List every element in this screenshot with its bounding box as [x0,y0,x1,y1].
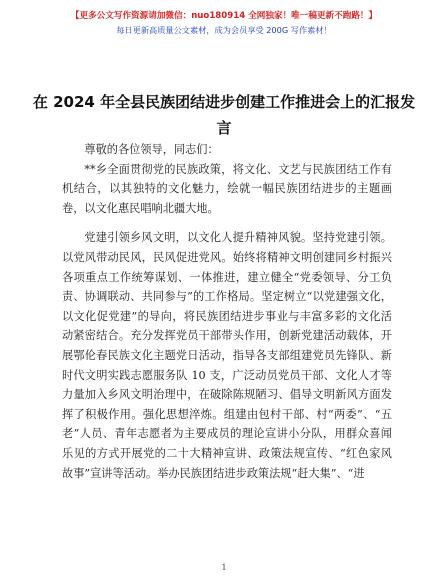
promo-banner-line-2: 每日更新高质量公文素材，成为会员享受 200G 写作素材！ [116,25,332,35]
salutation: 尊敬的各位领导，同志们： [84,143,219,156]
promo-banner [0,9,448,37]
body-paragraph: **乡全面贯彻党的民族政策，将文化、文艺与民族团结工作有机结合，以其独特的文化魅力，绘就一幅民族团结进步的主题画卷，以文化惠民唱响北疆大地。 [62,162,392,215]
promo-banner-line-1: 【更多公文写作资源请加微信：nuo180914 全网独家！唯一稿更新不跑路！】 [70,11,378,21]
document-body [62,140,392,493]
page-number: 1 [221,563,227,572]
document-title: 在 2024 年全县民族团结进步创建工作推进会上的汇报发言 [32,93,416,137]
body-paragraph: 党建引领乡风文明，以文化人提升精神风貌。坚持党建引领。以党风带动民风，民风促进党风。始终将精神文明创建同乡村振兴各项重点工作统筹谋划、一体推进，建立健全“党委领导、分工负责、协调联动、共同参与”的工作格局。坚定树立“以党建强文化，以文化促党建”的导向，将民族团结进步事业与丰富多彩的文化活动紧密结合。充分发挥党员干部带头作用，创新党建活动载体，开展鄂伦春民族文化主题党日活动，指导各支部组建党员先锋队、新时代文明实践志愿服务队 10 支，广泛动员党员干部、文化人才等力量加入乡风文明治理中，在破除陈规陋习、倡导文明新风方面发挥了积极作用。强化思想淬炼。组建由包村干部、村“两委”、“五老”人员、青年志愿者为主要成员的理论宣讲小分队，用群众喜闻乐见的方式开展党的二十大精神宣讲、政策法规宣传、“红色家风故事”宣讲等活动。举办民族团结进步政策法规“赶大集”、“进 [62,231,392,480]
